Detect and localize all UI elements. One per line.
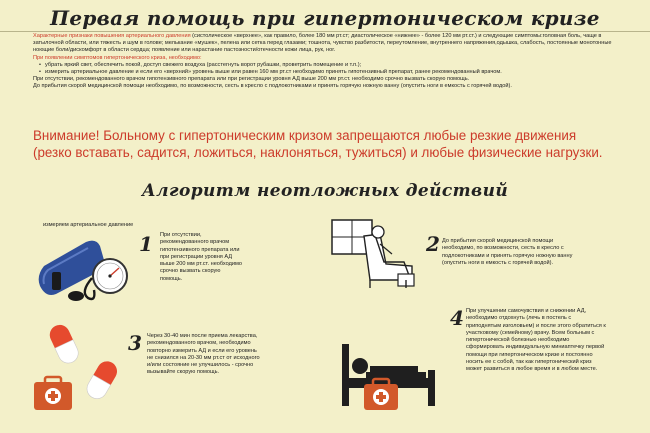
onset-title: При появлении симптомов гипертонического криза, необходимо: [33, 54, 202, 61]
step-number: 4 [450, 306, 464, 330]
onset-list [33, 62, 623, 76]
step-number: 3 [128, 331, 142, 355]
tonometer-icon [30, 232, 138, 302]
intro-paragraph: При отсутствии, рекомендованного врачом гипотензивного препарата или при регистрации уровня АД выше 200 мм рт.ст. необходимо срочно вызвать скорую помощь. [33, 76, 470, 83]
warning-text: Внимание! Больному с гипертоническим кризом запрещаются любые резкие движения (резко вставать, садится, ложиться, наклоняться, тужиться) и любые физические нагрузки. [33, 128, 603, 160]
bed-rest-icon [336, 322, 452, 416]
step-number: 1 [139, 232, 153, 256]
step-text: Через 30-40 мин после приема лекарства, рекомендованного врачом, необходимо повторно измерить АД и если его уровень не снизился на 20-30 мм рт.ст от исходного и/или состояние не улучшилось - срочно вызывайте скорую помощь. [147, 333, 260, 376]
step-text: При отсутствии, рекомендованного врачом гипотензивного препарата или при регистрации уровня АД выше 200 мм рт.ст. необходимо срочно вызвать скорую помощь. [160, 232, 243, 282]
step-text: До прибытия скорой медицинской помощи необходимо, по возможности, сесть в кресло с подлокотниками и принять горячую ножную ванну (опустить ноги в емкость с горячей водой). [442, 238, 573, 266]
step-number: 2 [426, 232, 440, 256]
algorithm-title: Алгоритм неотложных действий [141, 181, 509, 201]
onset-bullet: • измерить артериальное давление и если его «верхний» уровень выше или равен 160 мм рт.ст необходимо принять гипотензивный препарат, ранее рекомендованный врачом. [39, 69, 623, 76]
intro-paragraph: До прибытия скорой медицинской помощи необходимо, по возможности, сесть в кресло с подлокотниками и принять горячую ножную ванну (опустить ноги в емкость с горячей водой). [33, 83, 512, 90]
intro-section [33, 33, 623, 91]
title-divider [0, 31, 650, 32]
step-text: При улучшении самочувствия и снижении АД, необходимо отдохнуть (лечь в постель с приподнятым изголовьем) и после этого обратиться к участковому (семейному) врачу. Всем больным с гипертонической болезнью необходимо сформировать индивидуальную миниаптечку первой помощи при гипертоническом кризе и постоянно носить ее с собой, так как гипертонический криз может развиться в любое время и в любом месте. [466, 308, 606, 373]
page-title: Первая помощь при гипертоническом кризе [50, 6, 600, 30]
measure-label: измеряем артериальное давление [43, 222, 134, 228]
armchair-patient-icon [330, 216, 418, 292]
signs-title: Характерные признаки повышения артериального давления [33, 33, 191, 39]
signs-text: (систолическое «верхнее», как правило, более 180 мм рт.ст; диастолическое «нижнее» - более 120 мм рт.ст.) и следующие симптомы:головная боль, чаще в затылочной области, или тяжесть и шум в голове; мелькание «мушек», пелена или сетка перед глазами; тошнота, чувство разбитости, переутомление, внутреннего напряжения,одышка, слабость, постоянные монотонные ноющие боли/дискомфорт в области сердца; появление или нарастание пастозности/отечности кожи лица, рук, ног. [33, 33, 612, 54]
signs-paragraph [33, 33, 623, 55]
onset-bullet: • убрать яркий свет, обеспечить покой, доступ свежего воздуха (расстегнуть ворот рубашки, проветрить помещение и т.п.); [39, 62, 623, 69]
pills-and-first-aid-kit-icon [30, 322, 130, 414]
